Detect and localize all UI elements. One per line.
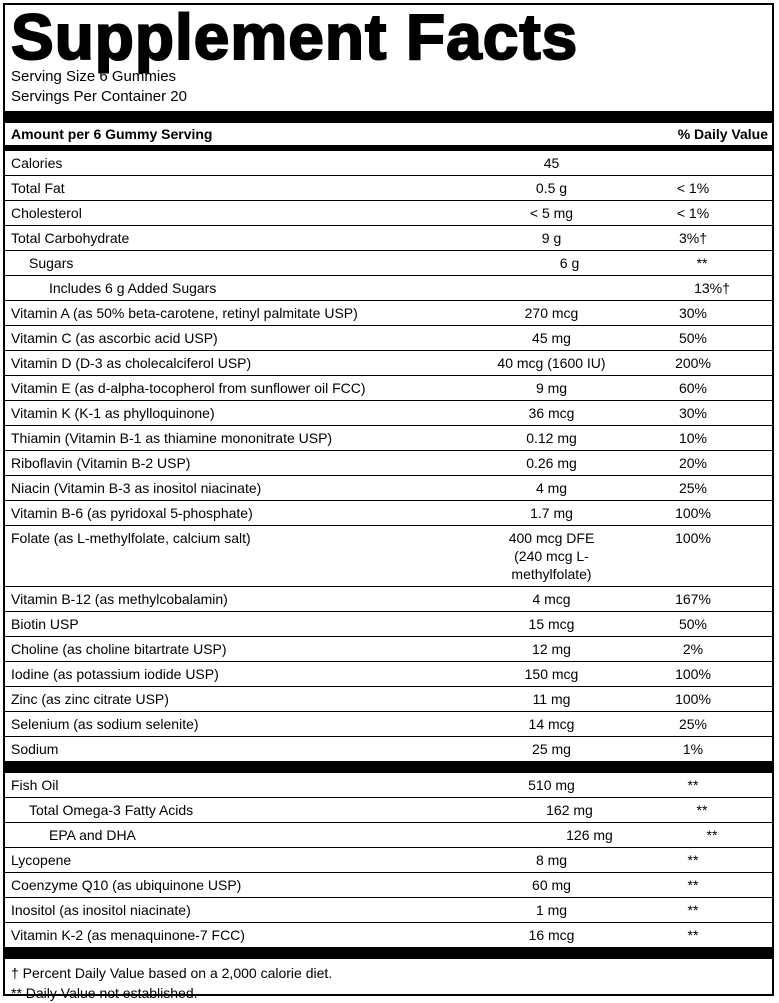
nutrient-name: Sodium [11,741,59,757]
nutrient-name: Total Omega-3 Fatty Acids [29,802,194,818]
nutrient-daily-value: 167% [675,591,711,607]
nutrient-amount: 12 mg [532,641,571,657]
nutrient-daily-value: 200% [675,355,711,371]
nutrient-name: Vitamin K (K-1 as phylloquinone) [11,405,215,421]
nutrient-daily-value: 2% [682,641,704,657]
nutrient-section [5,151,772,761]
footer-divider [5,947,772,959]
nutrient-amount: 6 g [559,255,580,271]
nutrient-name: Vitamin E (as d-alpha-tocopherol from sunflower oil FCC) [11,380,366,396]
nutrient-name: Inositol (as inositol niacinate) [11,902,191,918]
nutrient-row [5,737,772,761]
nutrient-name: Total Carbohydrate [11,230,130,246]
nutrient-name: Sugars [29,255,74,271]
footnote-percent-dv: † Percent Daily Value based on a 2,000 calorie diet. [11,965,333,981]
nutrient-amount: 4 mg [535,480,568,496]
nutrient-name: Cholesterol [11,205,82,221]
nutrient-name: Vitamin B-12 (as methylcobalamin) [11,591,228,607]
nutrient-row [5,923,772,947]
nutrient-row [5,176,772,201]
nutrient-amount: 11 mg [532,691,571,707]
nutrient-daily-value: ** [687,902,699,918]
nutrient-name: Choline (as choline bitartrate USP) [11,641,227,657]
nutrient-name: Vitamin C (as ascorbic acid USP) [11,330,218,346]
nutrient-amount: 40 mcg (1600 IU) [497,355,606,371]
nutrient-row [5,637,772,662]
nutrient-row [5,451,772,476]
servings-per-container: Servings Per Container 20 [11,88,187,105]
nutrient-amount: < 5 mg [529,205,574,221]
nutrient-daily-value: < 1% [676,205,710,221]
nutrient-daily-value: < 1% [676,180,710,196]
nutrient-daily-value: ** [687,852,699,868]
footnotes [5,959,772,1003]
nutrient-row [5,898,772,923]
nutrient-row [5,662,772,687]
amount-header: Amount per 6 Gummy Serving [11,126,213,142]
nutrient-amount: 126 mg [566,827,613,843]
nutrient-row [5,251,772,276]
nutrient-amount: 25 mg [532,741,571,757]
nutrient-name: Fish Oil [11,777,59,793]
section-divider [5,761,772,773]
nutrient-name: Riboflavin (Vitamin B-2 USP) [11,455,191,471]
nutrient-name: EPA and DHA [49,827,136,843]
nutrient-amount: 1 mg [535,902,568,918]
nutrient-daily-value: 60% [678,380,708,396]
nutrient-name: Vitamin A (as 50% beta-carotene, retinyl palmitate USP) [11,305,358,321]
nutrient-daily-value: 50% [678,616,708,632]
nutrient-daily-value: 100% [675,505,711,521]
nutrient-daily-value: ** [687,927,699,943]
nutrient-daily-value: 1% [682,741,704,757]
nutrient-daily-value: 50% [678,330,708,346]
nutrient-daily-value: ** [687,877,699,893]
nutrient-row [5,773,772,798]
nutrient-amount: 162 mg [546,802,593,818]
nutrient-amount: 45 [543,155,560,171]
nutrient-row [5,798,772,823]
nutrient-amount: 4 mcg [532,591,571,607]
nutrient-name: Calories [11,155,63,171]
nutrient-row [5,712,772,737]
nutrient-row [5,201,772,226]
nutrient-daily-value: ** [687,777,699,793]
nutrient-amount: 1.7 mg [530,505,573,521]
nutrient-daily-value: ** [696,255,708,271]
daily-value-header: % Daily Value [677,126,768,142]
nutrient-daily-value: 10% [678,430,708,446]
nutrient-amount: 150 mcg [524,666,579,682]
nutrient-amount: 0.5 g [535,180,568,196]
footnote-not-established: ** Daily Value not established. [11,985,198,1001]
nutrient-amount: 0.26 mg [526,455,577,471]
nutrient-amount: 60 mg [532,877,571,893]
nutrient-amount: 270 mcg [524,305,579,321]
nutrient-name: Iodine (as potassium iodide USP) [11,666,219,682]
nutrient-daily-value: 25% [678,716,708,732]
nutrient-amount: 36 mcg [528,405,575,421]
nutrient-daily-value: 13%† [694,280,730,296]
nutrient-name: Vitamin D (D-3 as cholecalciferol USP) [11,355,252,371]
nutrient-row [5,476,772,501]
nutrient-row [5,526,772,587]
nutrient-name: Selenium (as sodium selenite) [11,716,199,732]
nutrient-row [5,848,772,873]
nutrient-row [5,873,772,898]
nutrient-row [5,226,772,251]
nutrient-amount: 0.12 mg [526,430,577,446]
nutrient-name: Zinc (as zinc citrate USP) [11,691,169,707]
supplement-facts-label [3,1,774,1001]
nutrient-name: Thiamin (Vitamin B-1 as thiamine mononitrate USP) [11,430,333,446]
nutrient-daily-value: 30% [678,305,708,321]
nutrient-amount: 45 mg [532,330,571,346]
nutrient-row [5,301,772,326]
nutrient-row [5,687,772,712]
nutrient-row [5,612,772,637]
nutrient-daily-value: 25% [678,480,708,496]
nutrient-daily-value: 100% [675,530,711,546]
nutrient-amount: 9 mg [535,380,568,396]
nutrient-row [5,276,772,301]
nutrient-row [5,823,772,848]
nutrient-amount: 9 g [541,230,562,246]
nutrient-daily-value: 30% [678,405,708,421]
nutrient-amount: 16 mcg [528,927,575,943]
nutrient-daily-value: ** [706,827,718,843]
nutrient-name: Coenzyme Q10 (as ubiquinone USP) [11,877,242,893]
nutrient-name: Niacin (Vitamin B-3 as inositol niacinate) [11,480,262,496]
nutrient-name: Folate (as L-methylfolate, calcium salt) [11,530,251,546]
nutrient-row [5,426,772,451]
nutrient-row [5,151,772,176]
nutrient-row [5,587,772,612]
label-title: Supplement Facts [11,1,579,73]
nutrient-row [5,326,772,351]
nutrient-amount: 510 mg [528,777,575,793]
thick-divider [5,111,772,123]
nutrient-row [5,351,772,376]
nutrient-row [5,401,772,426]
nutrient-amount: 14 mcg [528,716,575,732]
nutrient-name: Lycopene [11,852,72,868]
nutrient-daily-value: ** [696,802,708,818]
nutrient-daily-value: 100% [675,666,711,682]
table-header [5,123,772,145]
nutrient-row [5,376,772,401]
nutrient-daily-value: 3%† [678,230,708,246]
nutrient-amount: 15 mcg [528,616,575,632]
nutrient-name: Includes 6 g Added Sugars [49,280,217,296]
nutrient-name: Total Fat [11,180,65,196]
other-ingredients-section [5,773,772,947]
nutrient-amount: 8 mg [535,852,568,868]
serving-size: Serving Size 6 Gummies [11,68,177,85]
nutrient-daily-value: 20% [678,455,708,471]
nutrient-name: Vitamin B-6 (as pyridoxal 5-phosphate) [11,505,253,521]
nutrient-row [5,501,772,526]
nutrient-amount: 400 mcg DFE (240 mcg L-methylfolate) [508,530,595,582]
nutrient-name: Biotin USP [11,616,79,632]
nutrient-daily-value: 100% [675,691,711,707]
nutrient-name: Vitamin K-2 (as menaquinone-7 FCC) [11,927,245,943]
